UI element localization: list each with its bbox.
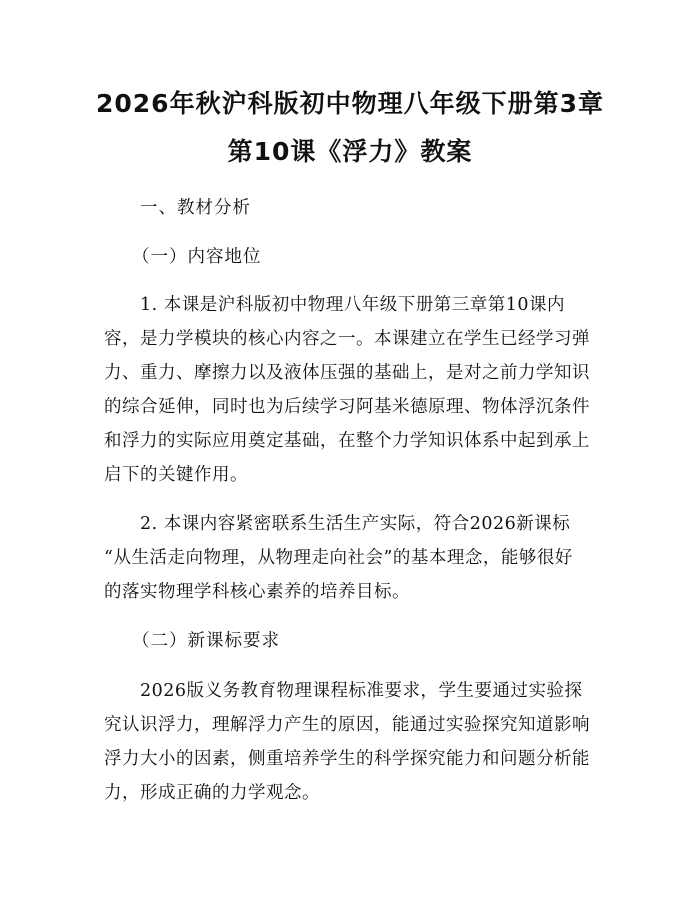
paragraph-2-line-1: 2. 本课内容紧密联系生活生产实际，符合2026新课标 xyxy=(140,514,571,534)
paragraph-3-line-2: 究认识浮力，理解浮力产生的原因，能通过实验探究知道影响 xyxy=(104,715,590,735)
paragraph-1-line-4: 的综合延伸，同时也为后续学习阿基米德原理、物体浮沉条件 xyxy=(104,397,590,417)
paragraph-2-line-2: “从生活走向物理，从物理走向社会”的基本理念，能够很好 xyxy=(104,548,573,568)
paragraph-1-line-6: 启下的关键作用。 xyxy=(104,465,248,485)
document-title-line-1: 2026年秋沪科版初中物理八年级下册第3章 xyxy=(96,89,604,118)
section-heading-textbook-analysis: 一、教材分析 xyxy=(140,198,251,218)
paragraph-1-line-5: 和浮力的实际应用奠定基础，在整个力学知识体系中起到承上 xyxy=(104,431,590,451)
paragraph-3-line-4: 力，形成正确的力学观念。 xyxy=(104,783,320,803)
paragraph-1-line-1: 1. 本课是沪科版初中物理八年级下册第三章第10课内 xyxy=(140,295,566,315)
paragraph-3-line-1: 2026版义务教育物理课程标准要求，学生要通过实验探 xyxy=(140,681,583,701)
subsection-heading-content-position: （一）内容地位 xyxy=(132,247,262,267)
document-title-line-2: 第10课《浮力》教案 xyxy=(227,137,473,166)
paragraph-1-line-3: 力、重力、摩擦力以及液体压强的基础上，是对之前力学知识 xyxy=(104,363,590,383)
paragraph-3-line-3: 浮力大小的因素，侧重培养学生的科学探究能力和问题分析能 xyxy=(104,749,590,769)
paragraph-1-line-2: 容，是力学模块的核心内容之一。本课建立在学生已经学习弹 xyxy=(104,329,590,349)
paragraph-2-line-3: 的落实物理学科核心素养的培养目标。 xyxy=(104,582,410,602)
subsection-heading-curriculum-requirements: （二）新课标要求 xyxy=(132,631,280,651)
